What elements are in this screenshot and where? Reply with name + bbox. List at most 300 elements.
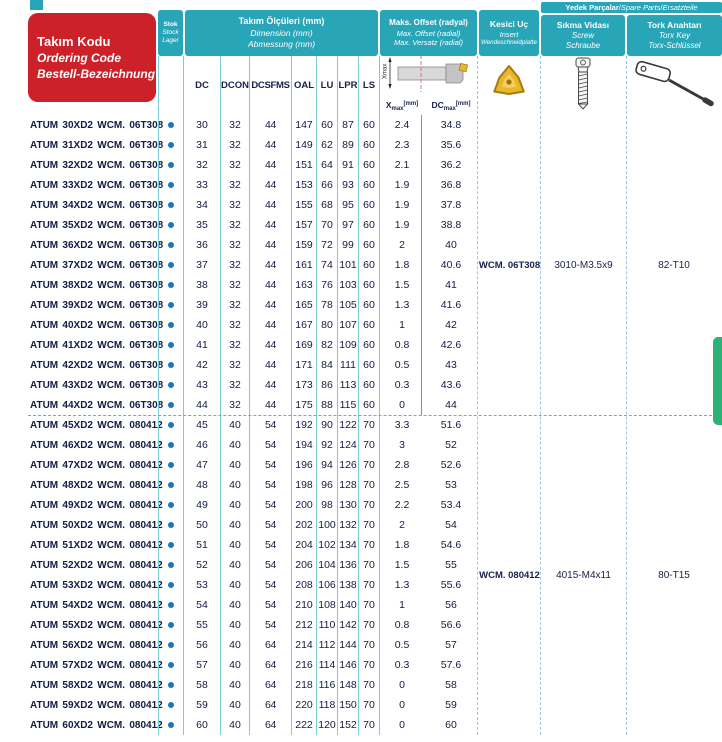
oal-value: 216 [292, 655, 317, 675]
dc-value: 39 [184, 295, 221, 315]
stock-dot [168, 562, 174, 568]
stock-indicator-cell [158, 535, 184, 555]
dcmax-value: 40.6 [440, 259, 462, 271]
tool-code: ATUM 39XD2 WCM. 06T308 [30, 299, 164, 311]
dc-value: 48 [184, 475, 221, 495]
dcsfms-value: 44 [250, 195, 292, 215]
xmax-value: 3.3 [394, 419, 410, 431]
ls-value: 70 [359, 455, 380, 475]
dcon-value: 40 [221, 695, 250, 715]
stock-indicator-cell [158, 295, 184, 315]
table-row [28, 475, 478, 495]
dcsfms-value: 54 [250, 495, 292, 515]
lpr-value: 95 [338, 195, 359, 215]
oal-value: 149 [292, 135, 317, 155]
tool-code: ATUM 46XD2 WCM. 080412 [30, 439, 163, 451]
lpr-value: 99 [338, 235, 359, 255]
tool-code: ATUM 51XD2 WCM. 080412 [30, 539, 163, 551]
stock-indicator-cell [158, 355, 184, 375]
stock-indicator-cell [158, 115, 184, 135]
dcon-value: 32 [221, 135, 250, 155]
dc-value: 53 [184, 575, 221, 595]
dc-value: 35 [184, 215, 221, 235]
xmax-value: 2.5 [394, 479, 410, 491]
dcsfms-value: 44 [250, 375, 292, 395]
tool-code: ATUM 36XD2 WCM. 06T308 [30, 239, 164, 251]
ls-value: 70 [359, 715, 380, 735]
lpr-value: 148 [338, 675, 359, 695]
dcsfms-value: 54 [250, 575, 292, 595]
ls-value: 70 [359, 535, 380, 555]
lu-value: 100 [317, 515, 338, 535]
tool-code: ATUM 60XD2 WCM. 080412 [30, 719, 163, 731]
oal-value: 220 [292, 695, 317, 715]
lu-value: 70 [317, 215, 338, 235]
dc-value: 43 [184, 375, 221, 395]
stock-dot [168, 422, 174, 428]
lu-value: 74 [317, 255, 338, 275]
lpr-value: 142 [338, 615, 359, 635]
dcsfms-value: 54 [250, 555, 292, 575]
tool-code: ATUM 43XD2 WCM. 06T308 [30, 379, 164, 391]
xmax-value: 0 [399, 699, 405, 711]
stock-dot [168, 682, 174, 688]
tool-code: ATUM 45XD2 WCM. 080412 [30, 419, 163, 431]
oal-value: 151 [292, 155, 317, 175]
dcmax-value: 57.6 [440, 659, 462, 671]
lu-value: 96 [317, 475, 338, 495]
stock-indicator-cell [158, 455, 184, 475]
stock-dot [168, 402, 174, 408]
stock-dot [168, 122, 174, 128]
dc-value: 37 [184, 255, 221, 275]
dcsfms-value: 54 [250, 615, 292, 635]
lpr-value: 107 [338, 315, 359, 335]
dcsfms-value: 64 [250, 695, 292, 715]
stock-column-header: Stok Stock Lager [158, 10, 183, 56]
ls-value: 70 [359, 695, 380, 715]
dcon-value: 32 [221, 175, 250, 195]
dc-value: 31 [184, 135, 221, 155]
tool-code: ATUM 53XD2 WCM. 080412 [30, 579, 163, 591]
lu-value: 86 [317, 375, 338, 395]
table-row [28, 515, 478, 535]
torx-key-icon-box [627, 56, 722, 112]
stock-dot [168, 162, 174, 168]
stock-dot [168, 302, 174, 308]
table-row [28, 235, 478, 255]
dcon-value: 40 [221, 515, 250, 535]
dcon-value: 40 [221, 455, 250, 475]
stock-indicator-cell [158, 575, 184, 595]
oal-value: 192 [292, 415, 317, 435]
dcsfms-value: 54 [250, 595, 292, 615]
lu-value: 94 [317, 455, 338, 475]
table-row [28, 615, 478, 635]
corner-accent-square [30, 0, 43, 10]
dcsfms-value: 44 [250, 355, 292, 375]
dcsfms-value: 44 [250, 395, 292, 415]
torx-key-designation: 82-T10 [658, 259, 690, 271]
table-row [28, 155, 478, 175]
dcmax-value: 54 [445, 519, 457, 531]
oal-value: 218 [292, 675, 317, 695]
stock-dot [168, 542, 174, 548]
oal-value: 147 [292, 115, 317, 135]
xmax-value: 1.8 [394, 259, 410, 271]
xmax-value: 3 [399, 439, 405, 451]
oal-value: 222 [292, 715, 317, 735]
dc-value: 54 [184, 595, 221, 615]
stock-indicator-cell [158, 715, 184, 735]
tool-code: ATUM 30XD2 WCM. 06T308 [30, 119, 164, 131]
dcmax-value: 40 [445, 239, 457, 251]
ls-value: 60 [359, 335, 380, 355]
dcon-value: 32 [221, 295, 250, 315]
dcsfms-value: 64 [250, 635, 292, 655]
tool-code: ATUM 54XD2 WCM. 080412 [30, 599, 163, 611]
stock-indicator-cell [158, 595, 184, 615]
dcon-value: 40 [221, 575, 250, 595]
tool-diagram-icon [380, 55, 477, 92]
xmax-value: 0.5 [394, 359, 410, 371]
tool-code: ATUM 48XD2 WCM. 080412 [30, 479, 163, 491]
spare-parts-header: Yedek Parçalar / Spare Parts / Ersatzteile [541, 2, 722, 13]
lu-value: 72 [317, 235, 338, 255]
xmax-value: 1.5 [394, 279, 410, 291]
stock-dot [168, 462, 174, 468]
xmax-value: 1.9 [394, 179, 410, 191]
stock-indicator-cell [158, 155, 184, 175]
dcsfms-value: 54 [250, 515, 292, 535]
stock-indicator-cell [158, 695, 184, 715]
column-header-lpr: LPR [338, 56, 359, 115]
dcon-value: 32 [221, 315, 250, 335]
oal-value: 210 [292, 595, 317, 615]
dcsfms-value: 54 [250, 455, 292, 475]
stock-indicator-cell [158, 195, 184, 215]
column-header-spacer [28, 56, 158, 115]
stock-dot [168, 702, 174, 708]
xmax-value: 1.5 [394, 559, 410, 571]
stock-dot [168, 342, 174, 348]
dcmax-value: 52 [445, 439, 457, 451]
lu-value: 120 [317, 715, 338, 735]
table-row [28, 255, 478, 275]
dc-value: 42 [184, 355, 221, 375]
tool-code: ATUM 31XD2 WCM. 06T308 [30, 139, 164, 151]
table-row [28, 575, 478, 595]
oal-value: 165 [292, 295, 317, 315]
stock-dot [168, 282, 174, 288]
column-header-dcon: DCON [221, 56, 250, 115]
dcon-value: 40 [221, 495, 250, 515]
dcon-value: 32 [221, 235, 250, 255]
lu-value: 106 [317, 575, 338, 595]
dcon-value: 40 [221, 675, 250, 695]
dcon-value: 32 [221, 395, 250, 415]
screw-designation: 3010-M3.5x9 [554, 259, 613, 271]
xmax-value: 0.8 [394, 339, 410, 351]
stock-dot [168, 222, 174, 228]
table-row [28, 635, 478, 655]
oal-value: 157 [292, 215, 317, 235]
dc-value: 34 [184, 195, 221, 215]
ls-value: 60 [359, 155, 380, 175]
lpr-value: 146 [338, 655, 359, 675]
ls-value: 70 [359, 655, 380, 675]
oal-value: 212 [292, 615, 317, 635]
dcon-value: 32 [221, 215, 250, 235]
lu-value: 88 [317, 395, 338, 415]
lu-value: 110 [317, 615, 338, 635]
dcmax-value: 42.6 [440, 339, 462, 351]
lpr-value: 150 [338, 695, 359, 715]
svg-text:Xmax: Xmax [382, 63, 389, 79]
stock-dot [168, 482, 174, 488]
dcon-value: 40 [221, 655, 250, 675]
table-row [28, 695, 478, 715]
screw-designation: 4015-M4x11 [556, 569, 611, 581]
dc-value: 51 [184, 535, 221, 555]
oal-value: 159 [292, 235, 317, 255]
oal-value: 194 [292, 435, 317, 455]
tool-code: ATUM 32XD2 WCM. 06T308 [30, 159, 164, 171]
stock-indicator-cell [158, 255, 184, 275]
xmax-value: 0.3 [394, 379, 410, 391]
lu-value: 64 [317, 155, 338, 175]
stock-dot [168, 642, 174, 648]
dcmax-value: 56 [445, 599, 457, 611]
lpr-value: 130 [338, 495, 359, 515]
stock-dot [168, 622, 174, 628]
dcmax-value: 59 [445, 699, 457, 711]
lpr-value: 97 [338, 215, 359, 235]
lpr-value: 134 [338, 535, 359, 555]
ls-value: 70 [359, 575, 380, 595]
dcsfms-value: 44 [250, 295, 292, 315]
column-header-dc: DC [184, 56, 221, 115]
ls-value: 70 [359, 515, 380, 535]
dimensions-header: Takım Ölçüleri (mm) Dimension (mm) Abmessung (mm) [185, 10, 378, 56]
xmax-value: 0.3 [394, 659, 410, 671]
dc-value: 60 [184, 715, 221, 735]
lpr-value: 103 [338, 275, 359, 295]
xmax-value: 1.9 [394, 199, 410, 211]
dcmax-value: 54.6 [440, 539, 462, 551]
trigon-insert-icon [489, 63, 529, 103]
ls-value: 60 [359, 275, 380, 295]
tool-code: ATUM 57XD2 WCM. 080412 [30, 659, 163, 671]
tool-code: ATUM 37XD2 WCM. 06T308 [30, 259, 164, 271]
stock-indicator-cell [158, 435, 184, 455]
xmax-value: 2.1 [394, 159, 410, 171]
dcmax-value: 53 [445, 479, 457, 491]
dcon-value: 40 [221, 475, 250, 495]
tool-code: ATUM 47XD2 WCM. 080412 [30, 459, 163, 471]
stock-indicator-cell [158, 395, 184, 415]
tool-offset-diagram [380, 55, 477, 92]
dcmax-value: 55.6 [440, 579, 462, 591]
ordering-label-de: Bestell-Bezeichnung [37, 67, 156, 82]
lu-value: 76 [317, 275, 338, 295]
insert-designation: WCM. 06T308 [478, 259, 541, 271]
oal-value: 169 [292, 335, 317, 355]
tool-code: ATUM 40XD2 WCM. 06T308 [30, 319, 164, 331]
ls-value: 60 [359, 395, 380, 415]
ls-value: 70 [359, 675, 380, 695]
oal-value: 200 [292, 495, 317, 515]
column-header-dcmax: $DC_{max}[mm]$ [431, 100, 471, 112]
dcon-value: 40 [221, 715, 250, 735]
table-row [28, 655, 478, 675]
insert-icon-box [479, 57, 539, 109]
dcsfms-value: 64 [250, 655, 292, 675]
xmax-value: 1 [399, 319, 405, 331]
lpr-value: 124 [338, 435, 359, 455]
dcon-value: 32 [221, 355, 250, 375]
table-row [28, 275, 478, 295]
dcsfms-value: 44 [250, 235, 292, 255]
dc-value: 44 [184, 395, 221, 415]
lpr-value: 144 [338, 635, 359, 655]
tool-code: ATUM 52XD2 WCM. 080412 [30, 559, 163, 571]
table-row [28, 315, 478, 335]
oal-value: 206 [292, 555, 317, 575]
table-row [28, 435, 478, 455]
stock-indicator-cell [158, 235, 184, 255]
oal-value: 163 [292, 275, 317, 295]
stock-indicator-cell [158, 615, 184, 635]
dc-value: 56 [184, 635, 221, 655]
lu-value: 84 [317, 355, 338, 375]
stock-dot [168, 522, 174, 528]
ls-value: 70 [359, 415, 380, 435]
dcsfms-value: 44 [250, 155, 292, 175]
dc-value: 50 [184, 515, 221, 535]
dcmax-value: 44 [445, 399, 457, 411]
dcsfms-value: 64 [250, 675, 292, 695]
dc-value: 38 [184, 275, 221, 295]
table-row [28, 195, 478, 215]
lu-value: 116 [317, 675, 338, 695]
ls-value: 60 [359, 375, 380, 395]
dcsfms-value: 44 [250, 255, 292, 275]
lpr-value: 132 [338, 515, 359, 535]
dcon-value: 32 [221, 155, 250, 175]
ls-value: 70 [359, 555, 380, 575]
stock-dot [168, 262, 174, 268]
dc-value: 58 [184, 675, 221, 695]
lu-value: 118 [317, 695, 338, 715]
lpr-value: 152 [338, 715, 359, 735]
stock-dot [168, 662, 174, 668]
xmax-value: 2 [399, 239, 405, 251]
stock-indicator-cell [158, 335, 184, 355]
ls-value: 60 [359, 115, 380, 135]
oal-value: 202 [292, 515, 317, 535]
table-row [28, 415, 478, 435]
stock-dot [168, 202, 174, 208]
stock-indicator-cell [158, 555, 184, 575]
ls-value: 60 [359, 175, 380, 195]
dcmax-value: 41.6 [440, 299, 462, 311]
dcsfms-value: 44 [250, 215, 292, 235]
lu-value: 60 [317, 115, 338, 135]
dcon-value: 32 [221, 275, 250, 295]
dc-value: 36 [184, 235, 221, 255]
ls-value: 60 [359, 215, 380, 235]
dc-value: 47 [184, 455, 221, 475]
tool-code: ATUM 56XD2 WCM. 080412 [30, 639, 163, 651]
ls-value: 70 [359, 615, 380, 635]
stock-dot [168, 722, 174, 728]
dcmax-value: 51.6 [440, 419, 462, 431]
lpr-value: 126 [338, 455, 359, 475]
dcsfms-value: 44 [250, 135, 292, 155]
xmax-value: 1 [399, 599, 405, 611]
stock-indicator-cell [158, 275, 184, 295]
tool-code: ATUM 58XD2 WCM. 080412 [30, 679, 163, 691]
tool-code: ATUM 42XD2 WCM. 06T308 [30, 359, 164, 371]
oal-value: 173 [292, 375, 317, 395]
lu-value: 102 [317, 535, 338, 555]
lu-value: 68 [317, 195, 338, 215]
dcmax-value: 52.6 [440, 459, 462, 471]
stock-indicator-cell [158, 475, 184, 495]
column-header-oal: OAL [292, 56, 317, 115]
dcsfms-value: 44 [250, 315, 292, 335]
dcon-value: 40 [221, 635, 250, 655]
lu-value: 66 [317, 175, 338, 195]
ls-value: 70 [359, 475, 380, 495]
column-header-ls: LS [359, 56, 380, 115]
dc-value: 59 [184, 695, 221, 715]
oal-value: 214 [292, 635, 317, 655]
lpr-value: 140 [338, 595, 359, 615]
tool-code: ATUM 34XD2 WCM. 06T308 [30, 199, 164, 211]
dc-value: 41 [184, 335, 221, 355]
dcmax-value: 43 [445, 359, 457, 371]
stock-indicator-cell [158, 675, 184, 695]
dcon-value: 32 [221, 195, 250, 215]
lpr-value: 122 [338, 415, 359, 435]
dcmax-value: 34.8 [440, 119, 462, 131]
table-row [28, 715, 478, 735]
stock-dot [168, 382, 174, 388]
oal-value: 153 [292, 175, 317, 195]
tool-code: ATUM 33XD2 WCM. 06T308 [30, 179, 164, 191]
ls-value: 70 [359, 495, 380, 515]
dcmax-value: 53.4 [440, 499, 462, 511]
dcsfms-value: 44 [250, 175, 292, 195]
stock-dot [168, 362, 174, 368]
lpr-value: 89 [338, 135, 359, 155]
ls-value: 60 [359, 135, 380, 155]
xmax-value: 1.9 [394, 219, 410, 231]
stock-dot [168, 502, 174, 508]
dcsfms-value: 54 [250, 415, 292, 435]
stock-indicator-cell [158, 175, 184, 195]
dcsfms-value: 44 [250, 115, 292, 135]
xmax-value: 2.3 [394, 139, 410, 151]
lu-value: 80 [317, 315, 338, 335]
ordering-label-tr: Takım Kodu [37, 33, 111, 49]
dc-value: 57 [184, 655, 221, 675]
table-row [28, 215, 478, 235]
stock-dot [168, 142, 174, 148]
xmax-value: 1.8 [394, 539, 410, 551]
